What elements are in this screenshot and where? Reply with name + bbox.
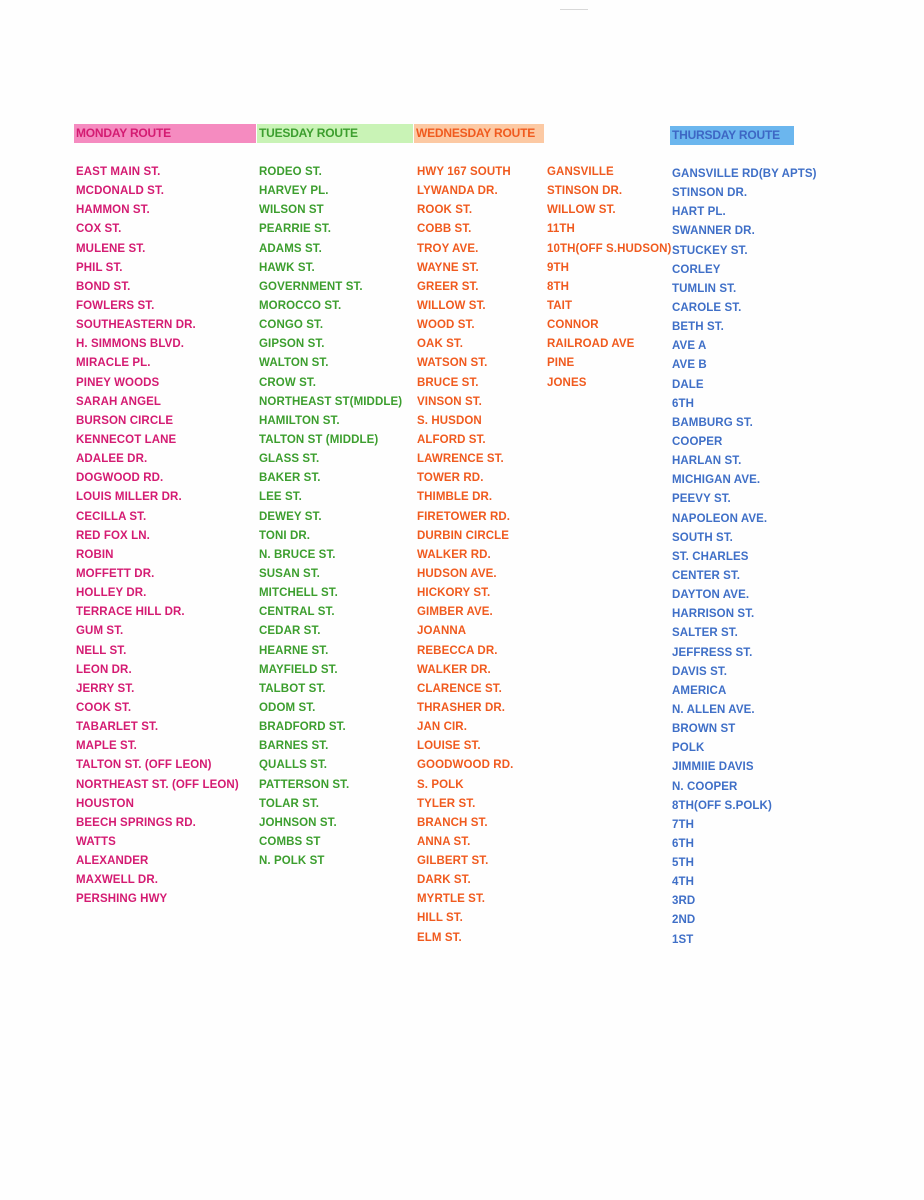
street-item: ROOK ST. bbox=[417, 204, 473, 217]
street-item: CLARENCE ST. bbox=[417, 682, 502, 695]
street-item: RODEO ST. bbox=[259, 166, 322, 178]
street-item: SOUTH ST. bbox=[672, 531, 733, 544]
street-item: MIRACLE PL. bbox=[76, 357, 151, 370]
street-item: CAROLE ST. bbox=[672, 301, 742, 314]
street-item: MICHIGAN AVE. bbox=[672, 474, 761, 487]
street-item: HOUSTON bbox=[76, 797, 134, 810]
monday-street-list bbox=[76, 163, 239, 909]
street-item: ANNA ST. bbox=[417, 835, 471, 848]
street-item: WALKER DR. bbox=[417, 663, 491, 676]
street-item: RAILROAD AVE bbox=[547, 338, 635, 351]
street-item: QUALLS ST. bbox=[259, 759, 328, 772]
street-item: PINE bbox=[547, 357, 575, 370]
street-item: PEARRIE ST. bbox=[259, 223, 332, 236]
street-item: REBECCA DR. bbox=[417, 644, 498, 657]
street-item: GILBERT ST. bbox=[417, 855, 489, 868]
street-item: N. COOPER bbox=[672, 780, 738, 793]
street-item: ELM ST. bbox=[417, 931, 462, 944]
street-item: HARLAN ST. bbox=[672, 455, 742, 468]
street-item: 7TH bbox=[672, 818, 695, 831]
street-item: WOOD ST. bbox=[417, 319, 475, 332]
street-item: MYRTLE ST. bbox=[417, 893, 486, 906]
street-item: NORTHEAST ST(MIDDLE) bbox=[259, 395, 403, 408]
street-item: KENNECOT LANE bbox=[76, 433, 177, 446]
street-item: GIMBER AVE. bbox=[417, 606, 493, 619]
street-item: ST. CHARLES bbox=[672, 550, 749, 563]
street-item: HOLLEY DR. bbox=[76, 587, 147, 600]
street-item: HART PL. bbox=[672, 206, 726, 219]
street-item: TONI DR. bbox=[259, 529, 311, 542]
street-item: ADAMS ST. bbox=[259, 242, 322, 255]
street-item: DOGWOOD RD. bbox=[76, 472, 164, 485]
street-item: DALE bbox=[672, 378, 704, 391]
street-item: WILLOW ST. bbox=[417, 299, 486, 312]
street-item: LOUISE ST. bbox=[417, 740, 481, 753]
street-item: MCDONALD ST. bbox=[76, 185, 165, 198]
street-item: COMBS ST bbox=[259, 835, 321, 848]
street-item: HAMMON ST. bbox=[76, 204, 150, 217]
street-item: ADALEE DR. bbox=[76, 453, 148, 466]
street-item: WALKER RD. bbox=[417, 548, 491, 561]
street-item: HARVEY PL. bbox=[259, 185, 329, 198]
street-item: SALTER ST. bbox=[672, 627, 738, 640]
street-item: COX ST. bbox=[76, 223, 122, 236]
street-item: JAN CIR. bbox=[417, 721, 468, 734]
street-item: TALTON ST. (OFF LEON) bbox=[76, 759, 212, 772]
tuesday-street-list bbox=[259, 163, 402, 871]
street-item: CROW ST. bbox=[259, 376, 317, 389]
street-item: HWY 167 SOUTH bbox=[417, 166, 511, 178]
wednesday-route-header: WEDNESDAY ROUTE bbox=[414, 124, 544, 143]
street-item: LEON DR. bbox=[76, 663, 132, 676]
street-item: 10TH(OFF S.HUDSON) bbox=[547, 242, 672, 255]
street-item: MITCHELL ST. bbox=[259, 587, 338, 600]
street-item: JOANNA bbox=[417, 625, 467, 638]
street-item: PHIL ST. bbox=[76, 261, 123, 274]
street-item: WATTS bbox=[76, 835, 116, 848]
street-item: BURSON CIRCLE bbox=[76, 414, 174, 427]
street-item: TABARLET ST. bbox=[76, 721, 159, 734]
street-item: 9TH bbox=[547, 261, 570, 274]
street-item: LYWANDA DR. bbox=[417, 185, 498, 198]
street-item: GUM ST. bbox=[76, 625, 124, 638]
street-item: OAK ST. bbox=[417, 338, 464, 351]
street-item: COOK ST. bbox=[76, 701, 132, 714]
street-item: N. POLK ST bbox=[259, 855, 325, 868]
scan-mark bbox=[560, 9, 588, 10]
street-item: BOND ST. bbox=[76, 280, 131, 293]
street-item: TROY AVE. bbox=[417, 242, 479, 255]
street-item: WILSON ST bbox=[259, 204, 324, 217]
tuesday-route-header: TUESDAY ROUTE bbox=[257, 124, 413, 143]
street-item: JEFFRESS ST. bbox=[672, 646, 753, 659]
street-item: BARNES ST. bbox=[259, 740, 329, 753]
thursday-route-header: THURSDAY ROUTE bbox=[670, 126, 794, 145]
street-item: WILLOW ST. bbox=[547, 204, 616, 217]
street-item: COOPER bbox=[672, 435, 723, 448]
street-item: JIMMIIE DAVIS bbox=[672, 761, 754, 774]
street-item: HAWK ST. bbox=[259, 261, 315, 274]
street-item: WATSON ST. bbox=[417, 357, 488, 370]
street-item: ALEXANDER bbox=[76, 855, 149, 868]
street-item: HAMILTON ST. bbox=[259, 414, 340, 427]
street-item: ODOM ST. bbox=[259, 701, 316, 714]
street-item: HARRISON ST. bbox=[672, 608, 755, 621]
street-item: PEEVY ST. bbox=[672, 493, 731, 506]
street-item: MOROCCO ST. bbox=[259, 299, 342, 312]
street-item: COBB ST. bbox=[417, 223, 472, 236]
street-item: SUSAN ST. bbox=[259, 567, 320, 580]
street-item: JONES bbox=[547, 376, 587, 389]
street-item: HEARNE ST. bbox=[259, 644, 329, 657]
street-item: EAST MAIN ST. bbox=[76, 166, 161, 178]
street-item: BAMBURG ST. bbox=[672, 416, 753, 429]
wednesday-street-list bbox=[417, 163, 513, 948]
street-item: GIPSON ST. bbox=[259, 338, 325, 351]
street-item: PERSHING HWY bbox=[76, 893, 168, 906]
street-item: BRADFORD ST. bbox=[259, 721, 346, 734]
street-item: BAKER ST. bbox=[259, 472, 321, 485]
street-item: MAPLE ST. bbox=[76, 740, 137, 753]
street-item: POLK bbox=[672, 742, 705, 755]
street-item: 6TH bbox=[672, 397, 695, 410]
street-item: 4TH bbox=[672, 876, 695, 889]
street-item: NORTHEAST ST. (OFF LEON) bbox=[76, 778, 239, 791]
street-item: SOUTHEASTERN DR. bbox=[76, 319, 196, 332]
street-item: WAYNE ST. bbox=[417, 261, 479, 274]
street-item: TALTON ST (MIDDLE) bbox=[259, 433, 379, 446]
street-item: 8TH(OFF S.POLK) bbox=[672, 799, 772, 812]
street-item: GREER ST. bbox=[417, 280, 479, 293]
street-item: S. HUSDON bbox=[417, 414, 482, 427]
street-item: 5TH bbox=[672, 857, 695, 870]
street-item: MOFFETT DR. bbox=[76, 567, 155, 580]
street-item: ALFORD ST. bbox=[417, 433, 486, 446]
street-item: THRASHER DR. bbox=[417, 701, 506, 714]
street-item: NAPOLEON AVE. bbox=[672, 512, 768, 525]
street-item: DAVIS ST. bbox=[672, 665, 728, 678]
street-item: S. POLK bbox=[417, 778, 464, 791]
street-item: CONNOR bbox=[547, 319, 599, 332]
monday-route-header: MONDAY ROUTE bbox=[74, 124, 256, 143]
street-item: BRUCE ST. bbox=[417, 376, 479, 389]
street-item: TAIT bbox=[547, 299, 573, 312]
street-item: 3RD bbox=[672, 895, 696, 908]
street-item: MAXWELL DR. bbox=[76, 874, 159, 887]
street-item: TALBOT ST. bbox=[259, 682, 326, 695]
street-item: CORLEY bbox=[672, 263, 721, 276]
street-item: JERRY ST. bbox=[76, 682, 135, 695]
street-item: 8TH bbox=[547, 280, 570, 293]
street-item: TOLAR ST. bbox=[259, 797, 320, 810]
street-item: MAYFIELD ST. bbox=[259, 663, 338, 676]
street-item: AMERICA bbox=[672, 684, 727, 697]
street-item: LOUIS MILLER DR. bbox=[76, 491, 182, 504]
street-item: CEDAR ST. bbox=[259, 625, 321, 638]
street-item: TERRACE HILL DR. bbox=[76, 606, 185, 619]
street-item: AVE A bbox=[672, 340, 707, 353]
street-item: WALTON ST. bbox=[259, 357, 329, 370]
street-item: DAYTON AVE. bbox=[672, 589, 750, 602]
street-item: BEECH SPRINGS RD. bbox=[76, 816, 196, 829]
street-item: THIMBLE DR. bbox=[417, 491, 493, 504]
street-item: N. ALLEN AVE. bbox=[672, 703, 755, 716]
street-item: VINSON ST. bbox=[417, 395, 482, 408]
thursday-street-list bbox=[672, 165, 817, 950]
street-item: GOVERNMENT ST. bbox=[259, 280, 363, 293]
street-item: FOWLERS ST. bbox=[76, 299, 155, 312]
street-item: GOODWOOD RD. bbox=[417, 759, 514, 772]
street-item: PINEY WOODS bbox=[76, 376, 160, 389]
street-item: RED FOX LN. bbox=[76, 529, 150, 542]
street-item: DURBIN CIRCLE bbox=[417, 529, 510, 542]
street-item: LEE ST. bbox=[259, 491, 302, 504]
street-item: STINSON DR. bbox=[547, 185, 623, 198]
street-item: HILL ST. bbox=[417, 912, 463, 925]
street-item: 2ND bbox=[672, 914, 696, 927]
street-item: 1ST bbox=[672, 933, 694, 946]
street-item: NELL ST. bbox=[76, 644, 127, 657]
street-item: N. BRUCE ST. bbox=[259, 548, 336, 561]
street-item: 6TH bbox=[672, 837, 695, 850]
street-item: TOWER RD. bbox=[417, 472, 484, 485]
street-item: H. SIMMONS BLVD. bbox=[76, 338, 185, 351]
street-item: STINSON DR. bbox=[672, 187, 748, 200]
street-item: JOHNSON ST. bbox=[259, 816, 337, 829]
street-item: ROBIN bbox=[76, 548, 114, 561]
street-item: 11TH bbox=[547, 223, 575, 236]
street-item: DARK ST. bbox=[417, 874, 471, 887]
street-item: STUCKEY ST. bbox=[672, 244, 748, 257]
street-item: CENTRAL ST. bbox=[259, 606, 335, 619]
street-item: FIRETOWER RD. bbox=[417, 510, 511, 523]
street-item: CENTER ST. bbox=[672, 569, 741, 582]
street-item: GLASS ST. bbox=[259, 453, 320, 466]
street-item: SARAH ANGEL bbox=[76, 395, 162, 408]
street-item: PATTERSON ST. bbox=[259, 778, 350, 791]
street-item: CONGO ST. bbox=[259, 319, 324, 332]
street-item: CECILLA ST. bbox=[76, 510, 147, 523]
street-item: HUDSON AVE. bbox=[417, 567, 497, 580]
street-item: HICKORY ST. bbox=[417, 587, 491, 600]
street-item: BETH ST. bbox=[672, 321, 724, 334]
street-item: TYLER ST. bbox=[417, 797, 476, 810]
street-item: MULENE ST. bbox=[76, 242, 146, 255]
street-item: GANSVILLE bbox=[547, 166, 614, 178]
street-item: DEWEY ST. bbox=[259, 510, 322, 523]
street-item: BRANCH ST. bbox=[417, 816, 488, 829]
street-item: LAWRENCE ST. bbox=[417, 453, 504, 466]
wednesday-street-list-2 bbox=[547, 163, 671, 393]
street-item: TUMLIN ST. bbox=[672, 282, 737, 295]
street-item: AVE B bbox=[672, 359, 707, 372]
street-item: SWANNER DR. bbox=[672, 225, 755, 238]
street-item: GANSVILLE RD(BY APTS) bbox=[672, 168, 817, 180]
street-item: BROWN ST bbox=[672, 723, 736, 736]
